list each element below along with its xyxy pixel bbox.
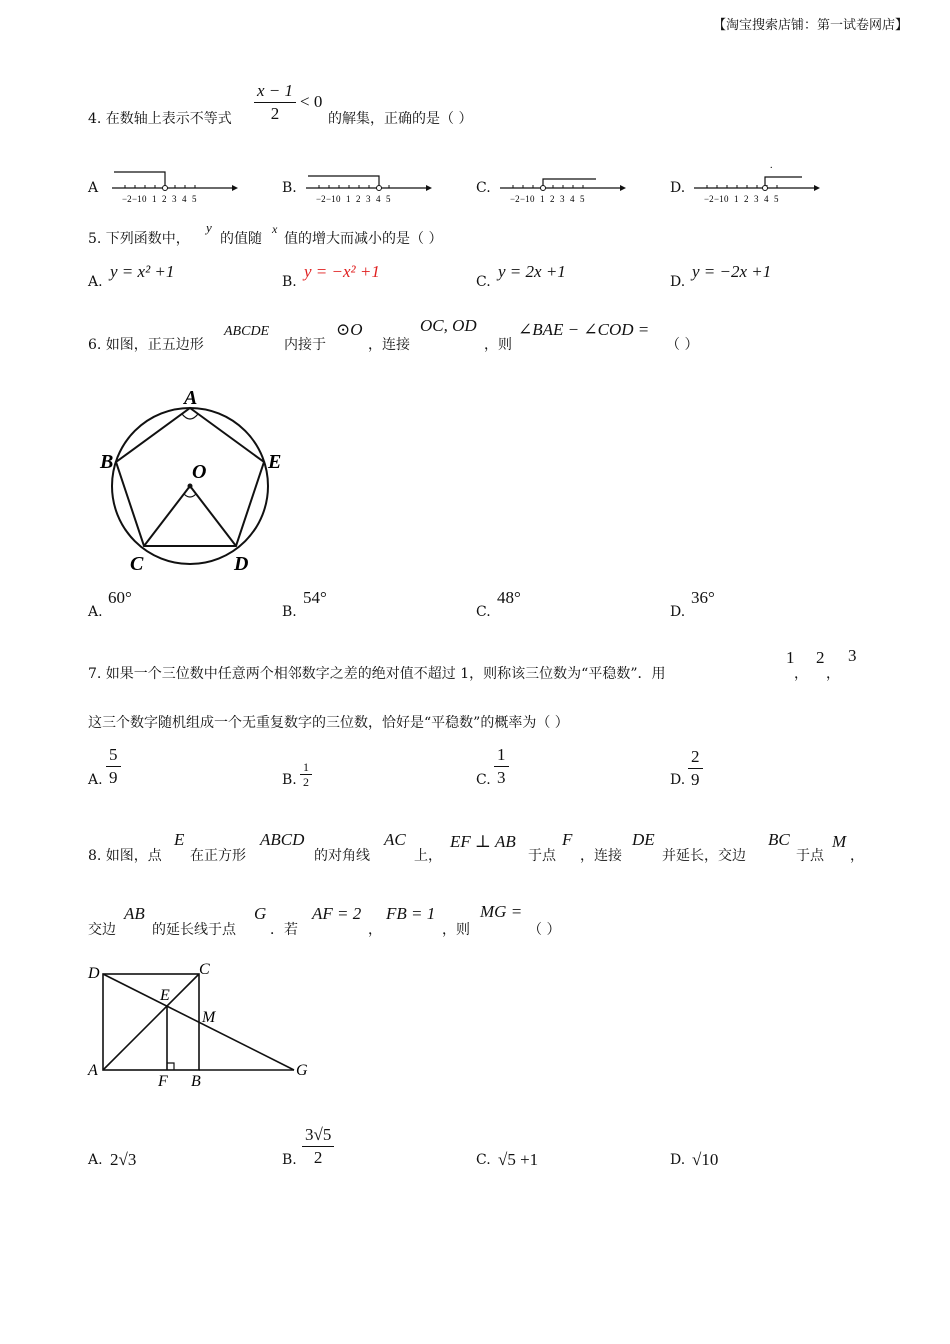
q6-stem-d: ，则: [484, 337, 512, 353]
q4-number-line-b: [302, 160, 432, 206]
q4-tick-label: 5: [774, 194, 779, 204]
q6-center-dot: [188, 484, 193, 489]
q4-ineq-denominator: 2: [270, 104, 280, 123]
q8-diagonal-ac: AC: [384, 830, 406, 849]
q8-square-figure: [86, 958, 326, 1092]
q8-point-m: M: [832, 832, 847, 851]
q4-tick-label: 3: [754, 194, 759, 204]
q7-digit-3: 3: [848, 646, 857, 665]
q6-label-c: C: [130, 553, 144, 575]
q8-option-c-label[interactable]: C.: [476, 1152, 491, 1168]
q8-label-c: C: [199, 961, 210, 978]
q4-tick-label: 5: [192, 194, 197, 204]
q4-tick-label: 4: [376, 194, 381, 204]
q8-point-g: G: [254, 904, 267, 923]
q6-pentagon-figure: [96, 384, 306, 579]
q8-b-numerator: 3√5: [302, 1124, 334, 1147]
q8-label-m: M: [202, 1009, 216, 1026]
q7-option-b-label[interactable]: B.: [282, 772, 297, 788]
q4-tick-label: −1: [520, 194, 530, 204]
q7-d-numerator: 2: [688, 746, 703, 769]
q5-stem-before: 5. 下列函数中，: [88, 231, 190, 247]
q4-tick-label: 1: [734, 194, 739, 204]
q8-s4: 上，: [414, 848, 442, 864]
q6-option-b-value: 54°: [303, 588, 327, 607]
q8-point-e: E: [174, 830, 185, 849]
q6-option-a-label[interactable]: A.: [88, 604, 103, 620]
q4-tick-label: −1: [714, 194, 724, 204]
q4-tick-label: −2: [122, 194, 132, 204]
q6-pentagon-name: ABCDE: [224, 324, 270, 339]
q7-option-d-label[interactable]: D.: [670, 772, 686, 788]
q8-s7: 并延长，交边: [662, 848, 746, 864]
q8-label-d: D: [88, 965, 100, 982]
q4-tick-label: −2: [510, 194, 520, 204]
q4-tick-label: −2: [316, 194, 326, 204]
q7-option-a-fraction: [106, 744, 121, 789]
q6-label-b: B: [100, 451, 114, 473]
q5-option-c-expr: y = 2x +1: [498, 262, 566, 281]
q8-label-b: B: [191, 1073, 201, 1090]
q8-diagonal: [103, 974, 199, 1070]
q4-tick-label: 2: [162, 194, 167, 204]
q6-option-c-value: 48°: [497, 588, 521, 607]
q4-number-line-c: [496, 160, 626, 206]
q5-var-x: x: [272, 222, 278, 236]
q8-square-abcd: ABCD: [260, 830, 305, 849]
q6-segment-oc: [144, 486, 190, 546]
q8-l2e: ，则: [442, 922, 470, 938]
q7-c-denominator: 3: [497, 768, 506, 787]
q4-stem-before: 4. 在数轴上表示不等式: [88, 111, 232, 127]
q6-stem-c: ，连接: [368, 337, 410, 353]
q8-option-d-value: √10: [692, 1150, 719, 1169]
q8-l2b: 的延长线于点: [152, 922, 236, 938]
q6-option-c-label[interactable]: C.: [476, 604, 491, 620]
q7-option-b-fraction: [300, 760, 312, 789]
q4-tick-label: 1: [152, 194, 157, 204]
q8-s8: 于点: [796, 848, 824, 864]
q8-mg-expr: MG =: [480, 902, 523, 921]
q6-label-d: D: [234, 553, 249, 575]
q7-digit-1: 1: [786, 648, 795, 667]
q8-segment-de: DE: [632, 830, 655, 849]
q7-d-denominator: 9: [691, 770, 700, 789]
q5-option-c-label[interactable]: C.: [476, 274, 491, 290]
q6-expression: ∠BAE − ∠COD =: [518, 320, 650, 339]
q7-b-denominator: 2: [303, 775, 309, 789]
q4-number-line-d: [690, 160, 820, 206]
q6-label-e: E: [268, 451, 282, 473]
q4-tick-label: 4: [182, 194, 187, 204]
q5-option-b-label[interactable]: B.: [282, 274, 297, 290]
q8-option-c-value: √5 +1: [498, 1150, 539, 1169]
q7-line-2: 这三个数字随机组成一个无重复数字的三位数，恰好是“平稳数”的概率为（ ）: [88, 715, 569, 731]
q7-a-numerator: 5: [106, 744, 121, 767]
q6-angle-o-arc: [184, 494, 196, 497]
q4-tick-label: 2: [744, 194, 749, 204]
q4-tick-label: 2: [356, 194, 361, 204]
q4-tick-label: 1: [346, 194, 351, 204]
q8-option-b-fraction: [302, 1124, 334, 1169]
q4-tick-label: 3: [560, 194, 565, 204]
q6-angle-a-arc: [182, 414, 198, 419]
q4-stray-dot: .: [770, 160, 773, 171]
q7-c-numerator: 1: [494, 744, 509, 767]
q4-option-a-label[interactable]: A: [88, 180, 99, 196]
q4-tick-label: 5: [580, 194, 585, 204]
q5-var-y: y: [206, 220, 212, 235]
q8-label-e: E: [160, 987, 170, 1004]
q8-side-bc: BC: [768, 830, 790, 849]
q5-option-a-expr: y = x² +1: [110, 262, 175, 281]
q7-comma-1: ，: [794, 666, 808, 682]
q4-tick-label: 3: [172, 194, 177, 204]
q8-fb-value: FB = 1: [386, 904, 436, 923]
q4-number-line-a: [108, 160, 238, 206]
q4-tick-label: 3: [366, 194, 371, 204]
q4-option-c-label[interactable]: C.: [476, 180, 491, 196]
q4-ineq-numerator: x − 1: [254, 80, 296, 103]
q7-a-denominator: 9: [109, 768, 118, 787]
q7-option-c-label[interactable]: C.: [476, 772, 491, 788]
q4-tick-label: −1: [326, 194, 336, 204]
q4-tick-label: 1: [540, 194, 545, 204]
header-watermark: 【淘宝搜索店铺：第一试卷网店】: [713, 18, 909, 33]
q4-tick-label: 2: [550, 194, 555, 204]
q6-option-d-value: 36°: [691, 588, 715, 607]
q8-perpendicular: EF ⊥ AB: [450, 832, 516, 851]
q4-tick-label: 0: [724, 194, 729, 204]
q5-option-d-label[interactable]: D.: [670, 274, 686, 290]
q6-paren: （ ）: [666, 337, 699, 353]
q7-stem: 7. 如果一个三位数中任意两个相邻数字之差的绝对值不超过 1，则称该三位数为“平稳数”．用: [88, 666, 666, 682]
q8-s2: 在正方形: [190, 848, 246, 864]
q6-option-a-value: 60°: [108, 588, 132, 607]
q4-tick-label: 4: [764, 194, 769, 204]
q5-stem-after: 值的增大而减小的是（ ）: [284, 231, 443, 247]
q4-stem-after: 的解集，正确的是（ ）: [328, 111, 473, 127]
q8-s3: 的对角线: [314, 848, 370, 864]
q8-l2f: （ ）: [528, 922, 561, 938]
q5-stem-mid: 的值随: [220, 231, 262, 247]
q8-af-value: AF = 2: [312, 904, 362, 923]
q7-comma-2: ，: [826, 666, 840, 682]
q4-tick-label: −2: [704, 194, 714, 204]
q4-inequality-fraction: [254, 80, 296, 125]
q4-tick-label: −1: [132, 194, 142, 204]
q6-option-b-label[interactable]: B.: [282, 604, 297, 620]
q8-option-a-label[interactable]: A.: [88, 1152, 103, 1168]
q7-option-a-label[interactable]: A.: [88, 772, 103, 788]
q8-label-f: F: [158, 1073, 168, 1090]
q8-side-ab: AB: [124, 904, 145, 923]
q8-option-b-label[interactable]: B.: [282, 1152, 297, 1168]
q8-s5: 于点: [528, 848, 556, 864]
q4-tick-label: 0: [530, 194, 535, 204]
q8-option-d-label[interactable]: D.: [670, 1152, 686, 1168]
q8-right-angle-mark: [167, 1063, 174, 1070]
q8-option-a-value: 2√3: [110, 1150, 137, 1169]
q7-option-c-fraction: [494, 744, 509, 789]
q8-l2a: 交边: [88, 922, 116, 938]
q4-tick-label: 5: [386, 194, 391, 204]
q8-l2d: ，: [368, 922, 382, 938]
q7-option-d-fraction: [688, 746, 703, 791]
q8-s6: ，连接: [580, 848, 622, 864]
q5-option-b-expr: y = −x² +1: [304, 262, 380, 281]
q5-option-a-label[interactable]: A.: [88, 274, 103, 290]
q5-option-d-expr: y = −2x +1: [692, 262, 772, 281]
q6-option-d-label[interactable]: D.: [670, 604, 686, 620]
q6-segment-od: [190, 486, 236, 546]
q6-label-a: A: [184, 387, 198, 409]
q8-label-g: G: [296, 1062, 308, 1079]
q4-option-d-label[interactable]: D.: [670, 180, 686, 196]
q8-point-f: F: [562, 830, 573, 849]
q6-label-o: O: [192, 461, 207, 483]
q4-ineq-relation: < 0: [300, 92, 323, 111]
q8-label-a: A: [88, 1062, 98, 1079]
q6-segments: OC, OD: [420, 316, 477, 335]
q6-stem-a: 6. 如图，正五边形: [88, 337, 204, 353]
q4-tick-label: 4: [570, 194, 575, 204]
q6-circle-o: ⊙O: [336, 320, 363, 339]
q4-tick-label: 0: [336, 194, 341, 204]
q6-stem-b: 内接于: [284, 337, 326, 353]
q4-tick-label: 0: [142, 194, 147, 204]
q8-s9: ，: [850, 848, 864, 864]
q8-b-denominator: 2: [313, 1148, 323, 1167]
q8-l2c: ．若: [270, 922, 298, 938]
q8-s1: 8. 如图，点: [88, 848, 162, 864]
q7-digit-2: 2: [816, 648, 825, 667]
q4-option-b-label[interactable]: B.: [282, 180, 297, 196]
q7-b-numerator: 1: [300, 760, 312, 775]
